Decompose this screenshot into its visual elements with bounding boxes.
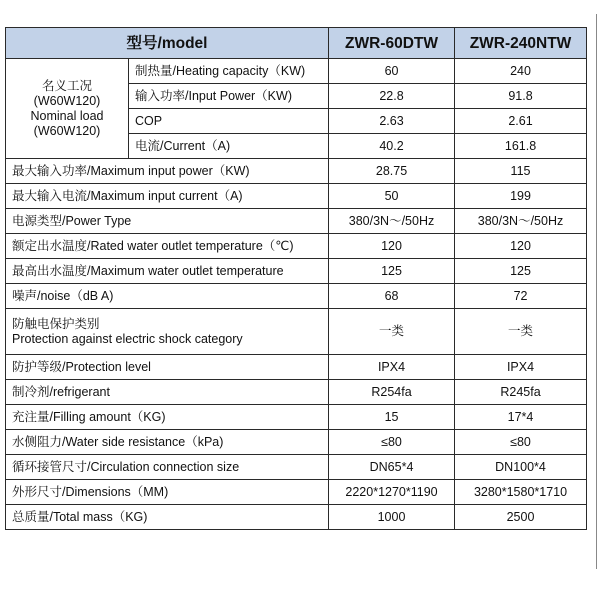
row-value-1: ≤80 [329, 430, 455, 455]
row-label: 制冷剂/refrigerant [6, 380, 329, 405]
row-value-2: 2.61 [455, 109, 587, 134]
row-value-1: 120 [329, 234, 455, 259]
protection-label-cn: 防触电保护类别 [12, 316, 100, 331]
row-value-2: 72 [455, 284, 587, 309]
row-value-2: 125 [455, 259, 587, 284]
row-value-1: 125 [329, 259, 455, 284]
table-row [6, 405, 587, 430]
row-value-2: R245fa [455, 380, 587, 405]
table-row [6, 505, 587, 530]
row-value-1: 2.63 [329, 109, 455, 134]
row-value-2: 91.8 [455, 84, 587, 109]
row-label: 防护等级/Protection level [6, 355, 329, 380]
row-label: 循环接管尺寸/Circulation connection size [6, 455, 329, 480]
row-value-1: 一类 [329, 309, 455, 355]
table-row [6, 430, 587, 455]
header-model-2: ZWR-240NTW [455, 28, 587, 59]
row-value-1: IPX4 [329, 355, 455, 380]
table-row [6, 455, 587, 480]
row-value-2: ≤80 [455, 430, 587, 455]
row-value-2: IPX4 [455, 355, 587, 380]
row-value-2: 115 [455, 159, 587, 184]
table-row [6, 234, 587, 259]
row-label: 噪声/noise（dB A) [6, 284, 329, 309]
row-value-1: R254fa [329, 380, 455, 405]
nominal-load-group-label: 名义工况 (W60W120) Nominal load (W60W120) [6, 59, 129, 159]
row-label: 制热量/Heating capacity（KW) [129, 59, 329, 84]
row-value-1: 50 [329, 184, 455, 209]
header-model-1: ZWR-60DTW [329, 28, 455, 59]
row-value-2: DN100*4 [455, 455, 587, 480]
row-value-2: 3280*1580*1710 [455, 480, 587, 505]
row-value-1: DN65*4 [329, 455, 455, 480]
row-label: 最大输入功率/Maximum input power（KW) [6, 159, 329, 184]
row-value-1: 15 [329, 405, 455, 430]
row-value-1: 2220*1270*1190 [329, 480, 455, 505]
row-label: 最高出水温度/Maximum water outlet temperature [6, 259, 329, 284]
table-row [6, 284, 587, 309]
row-value-2: 120 [455, 234, 587, 259]
row-value-1: 40.2 [329, 134, 455, 159]
row-label: 电流/Current（A) [129, 134, 329, 159]
row-value-1: 1000 [329, 505, 455, 530]
row-value-2: 240 [455, 59, 587, 84]
header-model-label: 型号/model [6, 28, 329, 59]
row-label: 电源类型/Power Type [6, 209, 329, 234]
row-value-1: 380/3N～/50Hz [329, 209, 455, 234]
table-row [6, 209, 587, 234]
row-label: 最大输入电流/Maximum input current（A) [6, 184, 329, 209]
table-row [6, 259, 587, 284]
row-value-1: 60 [329, 59, 455, 84]
table-row [6, 59, 587, 84]
row-label: 总质量/Total mass（KG) [6, 505, 329, 530]
row-value-2: 一类 [455, 309, 587, 355]
row-label: 输入功率/Input Power（KW) [129, 84, 329, 109]
row-label: 额定出水温度/Rated water outlet temperature（℃) [6, 234, 329, 259]
row-label [6, 309, 329, 355]
row-value-1: 68 [329, 284, 455, 309]
table-row [6, 159, 587, 184]
row-value-2: 2500 [455, 505, 587, 530]
row-value-2: 380/3N～/50Hz [455, 209, 587, 234]
row-value-2: 199 [455, 184, 587, 209]
row-value-1: 22.8 [329, 84, 455, 109]
row-label: COP [129, 109, 329, 134]
spec-table [5, 27, 587, 530]
row-value-2: 17*4 [455, 405, 587, 430]
page-edge-line [596, 14, 597, 569]
row-value-2: 161.8 [455, 134, 587, 159]
row-label: 水侧阻力/Water side resistance（kPa) [6, 430, 329, 455]
protection-label-en: Protection against electric shock category [12, 331, 243, 346]
table-row [6, 184, 587, 209]
table-row [6, 380, 587, 405]
row-label: 外形尺寸/Dimensions（MM) [6, 480, 329, 505]
table-header-row [6, 28, 587, 59]
row-value-1: 28.75 [329, 159, 455, 184]
table-row [6, 480, 587, 505]
table-row [6, 355, 587, 380]
table-row [6, 309, 587, 355]
row-label: 充注量/Filling amount（KG) [6, 405, 329, 430]
